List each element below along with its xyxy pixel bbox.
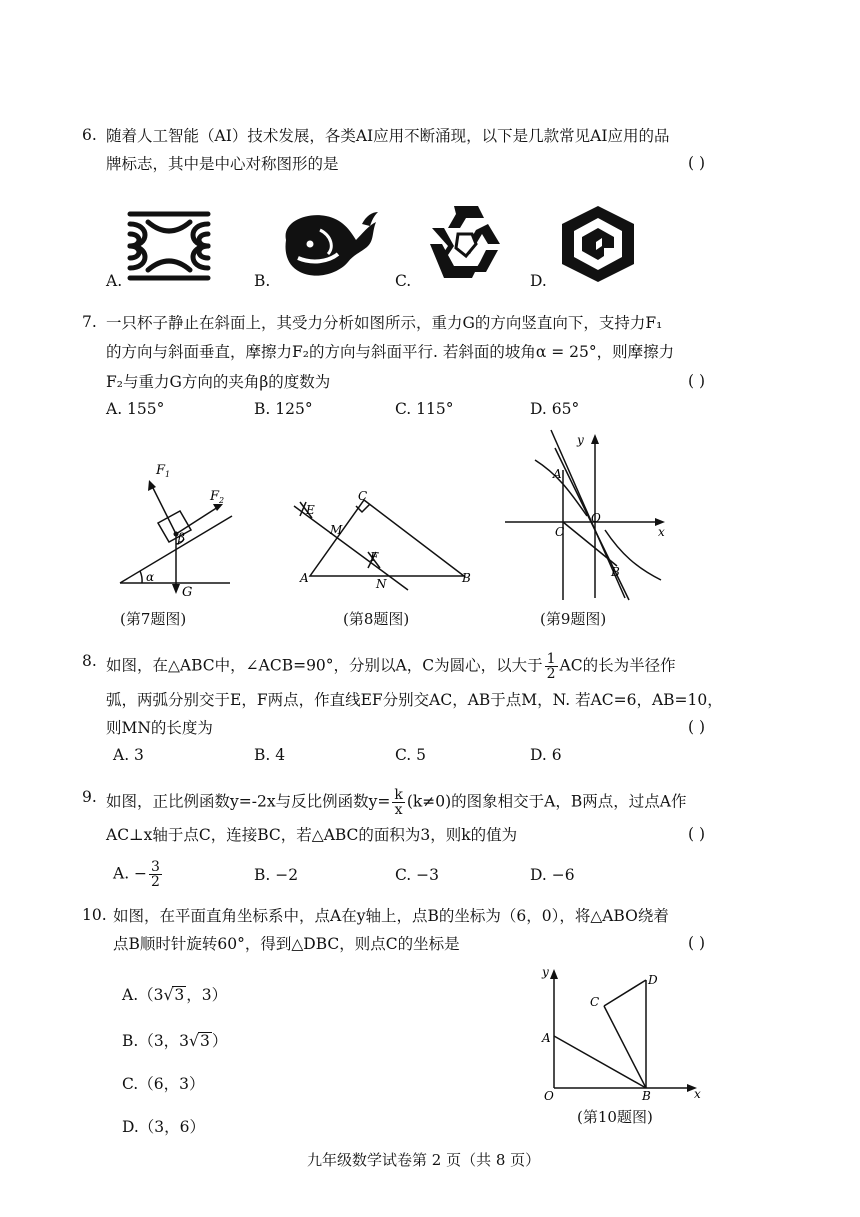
radicand: 3 — [174, 986, 185, 1004]
label-a: A — [542, 1031, 551, 1045]
figure-8-caption: (第8题图) — [343, 610, 410, 628]
label-o: O — [591, 511, 601, 525]
option-d: D. 65° — [530, 400, 580, 418]
option-a-suffix: ，3） — [186, 986, 228, 1004]
label-a: A — [553, 467, 562, 481]
label-x: x — [694, 1087, 701, 1101]
label-b: B — [611, 565, 620, 579]
label-o: O — [544, 1089, 554, 1103]
figure-10-caption: (第10题图) — [577, 1108, 653, 1126]
option-a — [113, 860, 164, 889]
label-f1-subscript: 1 — [165, 470, 171, 479]
figure-10-diagram — [540, 966, 710, 1101]
fraction-three-halves — [149, 860, 162, 889]
question-text: 一只杯子静止在斜面上，其受力分析如图所示，重力G的方向竖直向下，支持力F₁ — [106, 314, 663, 332]
label-f2: F — [210, 489, 220, 504]
question-number: 7. — [82, 313, 97, 331]
question-text: F₂与重力G方向的夹角β的度数为 — [106, 373, 331, 391]
option-d: D. −6 — [530, 866, 575, 884]
option-d: D.（3，6） — [122, 1118, 206, 1136]
option-b: B. — [254, 272, 271, 290]
question-number: 9. — [82, 788, 97, 806]
answer-bracket: ( ) — [688, 372, 706, 390]
fraction-numerator: 1 — [546, 651, 556, 667]
label-c: C — [555, 525, 565, 539]
label-c: C — [590, 995, 600, 1009]
label-x: x — [658, 525, 665, 539]
label-y: y — [577, 433, 584, 447]
label-m: M — [330, 523, 343, 537]
question-text — [106, 788, 686, 817]
label-n: N — [376, 577, 387, 591]
option-c: C. — [395, 272, 412, 290]
question-text: AC⊥x轴于点C，连接BC，若△ABC的面积为3，则k的值为 — [106, 826, 518, 844]
option-b: B.（3，3√3 ） — [122, 1032, 228, 1050]
option-b: B. −2 — [254, 866, 299, 884]
option-b: B. 125° — [254, 400, 313, 418]
answer-bracket: ( ) — [688, 934, 706, 952]
option-b-prefix: B.（3，3 — [122, 1032, 190, 1050]
option-a-prefix: A. − — [113, 864, 148, 883]
question-text: 如图，在平面直角坐标系中，点A在y轴上，点B的坐标为（6，0），将△ABO绕着 — [113, 907, 669, 925]
option-d: D. 6 — [530, 746, 562, 764]
option-b: B. 4 — [254, 746, 286, 764]
figure-7-caption: (第7题图) — [120, 610, 187, 628]
page-footer: 九年级数学试卷第 2 页（共 8 页） — [307, 1151, 541, 1169]
figure-9-caption: (第9题图) — [540, 610, 607, 628]
question-text: 点B顺时针旋转60°，得到△DBC，则点C的坐标是 — [113, 935, 460, 953]
question-number: 6. — [82, 126, 97, 144]
answer-bracket: ( ) — [688, 154, 706, 172]
question-text-part: AC的长为半径作 — [559, 656, 676, 675]
option-c: C. 5 — [395, 746, 427, 764]
option-a: A.（3√3 ，3） — [122, 986, 228, 1004]
fraction-numerator: k — [394, 787, 403, 803]
label-g: G — [182, 585, 193, 600]
option-c: C. −3 — [395, 866, 440, 884]
label-b: B — [642, 1089, 651, 1103]
label-b: B — [462, 571, 471, 585]
triangle-knot-logo-icon — [426, 204, 506, 280]
question-text: 随着人工智能（AI）技术发展，各类AI应用不断涌现，以下是几款常见AI应用的品 — [106, 127, 670, 145]
question-text — [106, 652, 676, 681]
question-number: 10. — [82, 906, 107, 924]
label-beta: β — [178, 531, 185, 545]
wave-logo-icon — [128, 210, 210, 282]
figure-9-diagram — [505, 430, 675, 605]
question-text-part: 如图，正比例函数y=-2x与反比例函数y= — [106, 792, 391, 811]
whale-logo-icon — [276, 210, 380, 282]
question-text: 弧，两弧分别交于E，F两点，作直线EF分别交AC，AB于点M，N. 若AC=6，AB=10， — [106, 691, 723, 709]
option-c: C.（6，3） — [122, 1075, 205, 1093]
option-a: A. — [106, 272, 123, 290]
label-a: A — [300, 571, 309, 585]
label-f2-subscript: 2 — [219, 496, 225, 505]
question-text-part: (k≠0)的图象相交于A，B两点，过点A作 — [406, 792, 687, 811]
fraction-denominator: 2 — [546, 666, 556, 682]
question-number: 8. — [82, 652, 97, 670]
question-text: 牌标志，其中是中心对称图形的是 — [106, 155, 339, 173]
hexagon-logo-icon — [560, 204, 636, 284]
label-f1: F — [156, 463, 166, 478]
figure-7-diagram — [112, 460, 242, 600]
option-a-prefix: A.（3 — [122, 986, 164, 1004]
label-f: F — [370, 550, 379, 564]
fraction-numerator: 3 — [151, 859, 160, 875]
option-a: A. 155° — [106, 400, 165, 418]
label-c: C — [358, 489, 368, 503]
label-d: D — [648, 973, 658, 987]
option-a: A. 3 — [113, 746, 144, 764]
option-d: D. — [530, 272, 547, 290]
radicand: 3 — [199, 1032, 210, 1050]
question-text: 则MN的长度为 — [106, 719, 213, 737]
option-c: C. 115° — [395, 400, 454, 418]
option-b-suffix: ） — [211, 1032, 228, 1050]
label-alpha: α — [146, 570, 155, 584]
answer-bracket: ( ) — [688, 825, 706, 843]
fraction-one-half — [545, 652, 558, 681]
figure-8-diagram — [290, 488, 480, 600]
question-text: 的方向与斜面垂直，摩擦力F₂的方向与斜面平行. 若斜面的坡角α = 25°，则摩擦力 — [106, 343, 675, 361]
fraction-denominator: 2 — [151, 874, 160, 890]
label-e: E — [306, 503, 315, 517]
question-text-part: 如图，在△ABC中，∠ACB=90°，分别以A，C为圆心，以大于 — [106, 656, 543, 675]
answer-bracket: ( ) — [688, 718, 706, 736]
label-y: y — [542, 965, 549, 979]
fraction-denominator: x — [394, 802, 403, 818]
fraction-k-over-x — [392, 788, 404, 817]
